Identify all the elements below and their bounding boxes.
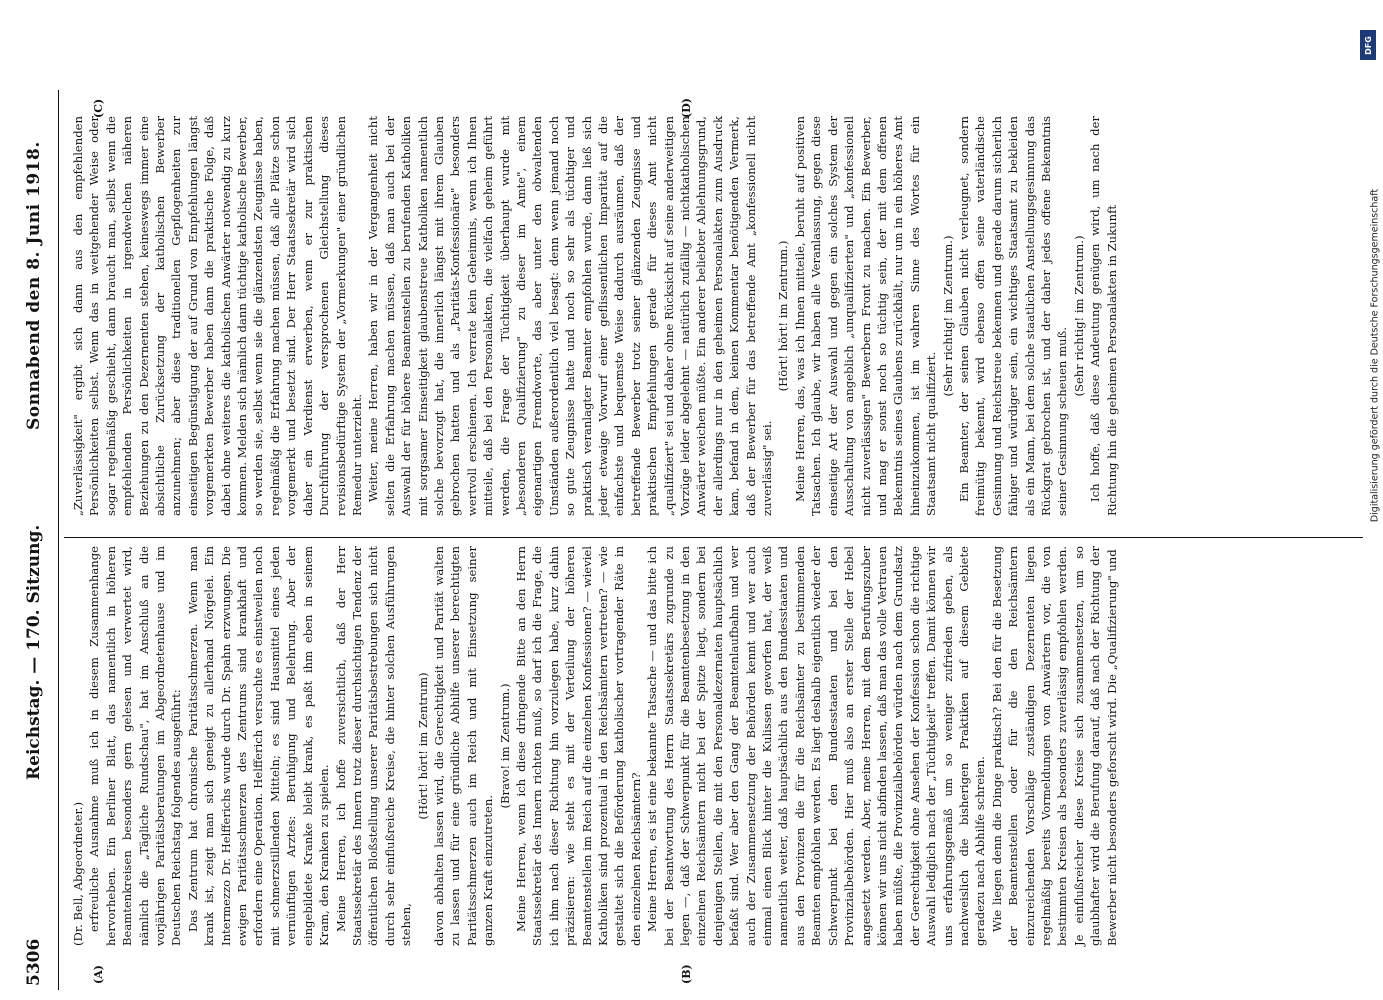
speaker-line: (Dr. Bell, Abgeordneter.): [71, 802, 85, 946]
paragraph: erfreuliche Ausnahme muß ich in diesem Zusammenhange hervorheben. Ein Berliner Blatt, das namentlich in höheren Beamtenkreisen besonders gern gelesen und verwertet wird, nämlich die „Tägliche Rundschau", hat im Anschluß an die vorjährigen Paritätsberatungen im Abgeordnetenhause und im Deutschen Reichstag folgendes ausgeführt:: [87, 546, 184, 946]
margin-mark-d: (D): [680, 98, 693, 118]
paragraph: Wie liegen denn die Dinge praktisch? Bei den für die Besetzung der Beamtenstellen oder für die den Reichsämtern einzureichenden Vorschläge zuständigen Dezernenten liegen regelmäßig bereits Vormeldungen von Anwärtern vor, die von bestimmten Kreisen als besonders zuverlässig empfohlen werden. Je einflußreicher diese Kreise sich zusammensetzen, um so glaubhafter wird die Berufung darauf, daß nach der Richtung der Bewerber nicht besonders geforscht wird. Die „Qualifizierung" und: [989, 546, 1119, 946]
interjection: (Sehr richtig! im Zentrum.): [940, 235, 955, 397]
paragraph: Meine Herren, ich hoffe zuversichtlich, daß der Herr Staatssekretär des Innern trotz dieser durchsichtigen Tendenz der öffentlichen Bloßstellung unserer Paritätsbestrebungen sich nicht durch sehr einflußreiche Kreise, die hinter solchen Ausführungen stehen,: [333, 546, 414, 946]
header-right-title: Sonnabend den 8. Juni 1918.: [24, 141, 44, 430]
paragraph: „Zuverlässigkeit" ergibt sich dann aus den empfehlenden Persönlichkeiten selbst. Wenn das in weitgehender Weise oder sogar regelmäßig geschieht, dann braucht man, selbst wenn die empfehlenden Persönlichkeiten in irgendwelchen näheren Beziehungen zu den Dezernenten stehen, keineswegs immer eine absichtliche Zurücksetzung der katholischen Bewerber anzunehmen; aber diese traditionellen Gepflogenheiten zur einseitigen Begünstigung der auf Grund von Empfehlungen längst vorgemerkten Bewerber haben dann die praktische Folge, daß dabei ohne weiteres die katholischen Anwärter notwendig zu kurz kommen. Melden sich nämlich dann tüchtige katholische Bewerber, so werden sie, selbst wenn sie die glänzendsten Zeugnisse haben, regelmäßig die Erfahrung machen müssen, daß alle Plätze schon vorgemerkt und besetzt sind. Der Herr Staatssekretär wird sich daher ein Verdienst erwerben, wenn er zur praktischen Durchführung der versprochenen Gleichstellung dieses revisionsbedürftige System der „Vormerkungen" einer gründlichen Remedur unterzieht.: [71, 116, 364, 516]
scanned-page: [20, 90, 1383, 990]
paragraph: Meine Herren, das, was ich Ihnen mitteile, beruht auf positiven Tatsachen. Ich glaube, wir haben alle Veranlassung, gegen diese einseitige Art der Auswahl und gegen ein solches System der Ausschaltung von angeblich „unqualifizierten" und „konfessionell nicht zuverlässigen" Bewerbern Front zu machen. Ein Bewerber, und mag er sonst noch so tüchtig sein, der mit dem offenen Bekenntnis seines Glaubens zurückhält, nur um in ein höheres Amt hineinzukommen, ist im wahren Sinne des Wortes für ein Staatsamt nicht qualifiziert.: [792, 116, 939, 516]
digitization-credit: [1357, 30, 1381, 590]
interjection: (Bravo! im Zentrum.): [497, 683, 512, 809]
text-column-left: [70, 546, 1120, 946]
paragraph: Weiter, meine Herren, haben wir in der Vergangenheit nicht selten die Erfahrung machen müssen, daß man auch bei der Auswahl der für höhere Beamtenstellen zu berufenden Katholiken mit sorgsamer Einseitigkeit glaubenstreue Katholiken namentlich solche bevorzugt hat, die innerlich längst mit ihrem Glauben gebrochen hatten und als „Paritäts-Konfessionäre" besonders wertvoll erschienen. Ich verrate kein Geheimnis, wenn ich Ihnen mitteile, daß bei den Personalakten, die vielfach geheim geführt werden, die Frage der Tüchtigkeit überhaupt wurde mit „besonderen Qualifizierung" zu dieser im Amte", einem eigenartigen Fremdworte, das aber unter den obwaltenden Umständen außerordentlich viel besagt: denn wenn jemand noch so gute Zeugnisse hatte und noch so sehr als tüchtiger und praktisch veranlagter Beamter empfohlen wurde, dann ließ sich jeder etwaige Vorwurf einer geflissentlichen Imparität auf die einfachste und bequemste Weise dadurch ausräumen, daß der betreffende Bewerber trotz seiner glänzenden Zeugnisse und praktischen Empfehlungen gerade für dieses Amt nicht „qualifiziert" sei und daher ohne Rücksicht auf seine anderweitigen Vorzüge leider abgelehnt — natürlich zufällig — nichtkatholischen Anwärter weichen müßte. Ein anderer beliebter Ablehnungsgrund, der allerdings nur in den geheimen Personalakten zum Ausdruck kam, befand in dem, keinen Kommentar benötigenden Vermerk, daß der Bewerber für das betreffende Amt „konfessionell nicht zuverlässig" sei.: [366, 116, 775, 516]
page-header: [20, 90, 60, 990]
page-number: 5306: [24, 938, 44, 986]
interjection: (Hört! hört! im Zentrum): [415, 672, 430, 820]
header-left-title: Reichstag. — 170. Sitzung.: [24, 524, 44, 780]
interjection: (Sehr richtig! im Zentrum.): [1071, 235, 1086, 397]
header-rule: [58, 90, 59, 990]
paragraph: Meine Herren, wenn ich diese dringende Bitte an den Herrn Staatssekretär des Innern richten muß, so darf ich die Frage, die ich ihm nach dieser Richtung hin vorzulegen habe, kurz dahin präzisieren: wie steht es mit der Verteilung der höheren Beamtenstellen im Reich auf die einzelnen Konfessionen? — wieviel Katholiken sind prozentual in den Reichsämtern vertreten? — wie gestaltet sich die Beförderung katholischer vortragender Räte in den einzelnen Reichsämtern?: [513, 546, 643, 946]
paragraph: Meine Herren, es ist eine bekannte Tatsache — und das bitte ich bei der Beantwortung des Herrn Staatssekretärs zugrunde zu legen —, daß der Schwerpunkt für die Beamtenbesetzung in den einzelnen Reichsämtern nicht bei der Spitze liegt, sondern bei denjenigen Stellen, die mit den Personaldezernaten hauptsächlich befaßt sind. Wer aber den Gang der Beamtenlaufbahn und wer auch der Zusammensetzung der Behörden kennt und wer auch einmal einen Blick hinter die Kulissen geworfen hat, der weiß namentlich weiter, daß hauptsächlich aus den Bundesstaaten und aus den Provinzen die für die Reichsämter zu bestimmenden Beamten empfohlen werden. Es liegt deshalb eigentlich wieder der Schwerpunkt bei den Bundesstaaten und bei den Provinzialbehörden. Hier muß also an erster Stelle der Hebel angesetzt werden. Aber, meine Herren, mit dem Berufungszuber können wir uns nicht abfinden lassen, daß man das volle Vertrauen haben müßte, die Provinzialbehörden würden nach dem Grundsatz der Gerechtigkeit ohne Ansehen der Konfession schon die richtige Auswahl lediglich nach der „Tüchtigkeit" treffen. Damit können wir uns erfahrungsgemäß um so weniger zufrieden geben, als nachweislich die bisherigen Praktiken auf diesem Gebiete geradezu nach Abhilfe schreien.: [645, 546, 988, 946]
credit-text: Digitalisierung gefördert durch die Deutsche Forschungsgemeinschaft: [1369, 188, 1381, 523]
margin-mark-a: (A): [92, 965, 105, 984]
column-divider: [64, 537, 1363, 538]
paragraph: Ein Beamter, der seinen Glauben nicht verleugnet, sondern freimütig bekennt, wird ebenso offen seine vaterländische Gesinnung und Reichstreue bekennen und gerade darum sicherlich fähiger und würdiger sein, ein wichtiges Staatsamt zu bekleiden als ein Mann, bei dem solche staatlichen Anstellungsgesinnung das Rückgrat gebrochen ist, und der daher jedes offene Bekenntnis seiner Gesinnung scheuen muß.: [956, 116, 1070, 516]
dfg-logo-icon: DFG: [1360, 30, 1376, 60]
text-column-right: [70, 116, 1120, 516]
margin-mark-c: (C): [92, 98, 105, 118]
paragraph: davon abhalten lassen wird, die Gerechtigkeit und Parität walten zu lassen und für eine gründliche Abhilfe unserer berechtigten Paritätsschmerzen auch im Reich und mit Einsetzung seiner ganzen Kraft einzutreten.: [431, 546, 496, 946]
paragraph: Das Zentrum hat chronische Paritätsschmerzen. Wenn man krank ist, zeigt man sich geneigt zu allerhand Nörgelei. Ein Intermezzo Dr. Helfferichs wurde durch Dr. Spahn erzwungen. Die ewigen Paritätsschmerzen des Zentrums sind krankhaft und erfordern eine Operation. Helfferich versuchte es einstweilen noch mit schmerzstillenden Mitteln; es sind Hausmittel eines jeden vernünftigen Arztes: Beruhigung und Belehrung. Aber der eingebildete Kranke bleibt krank, es paßt ihm eben in seinem Kram, den Kranken zu spielen.: [185, 546, 332, 946]
paragraph: Ich hoffe, daß diese Andeutung genügen wird, um nach der Richtung hin die geheimen Personalakten in Zukunft: [1088, 116, 1119, 516]
margin-mark-b: (B): [680, 964, 693, 984]
interjection: (Hört! hört! im Zentrum.): [776, 240, 791, 392]
